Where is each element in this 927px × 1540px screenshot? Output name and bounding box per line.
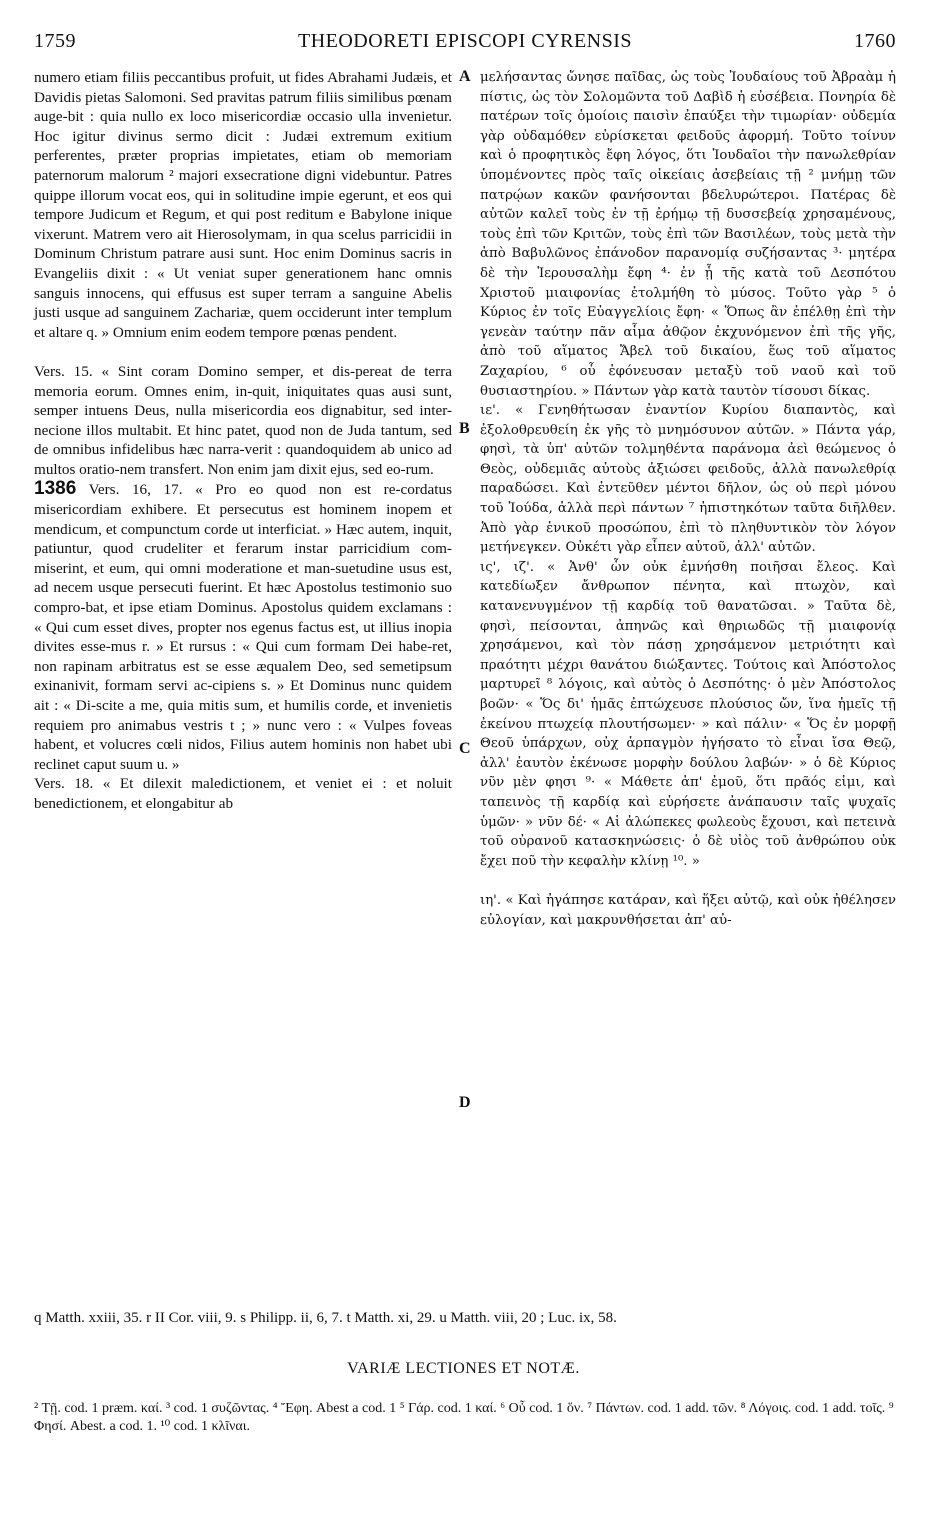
scripture-footnotes: q Matth. xxiii, 35. r II Cor. viii, 9. s Philipp. ii, 6, 7. t Matth. xi, 29. u Matth. viii, 20 ; Luc. ix, 58. <box>34 1310 617 1326</box>
margin-letter-a: A <box>459 68 471 85</box>
latin-paragraph: Vers. 15. « Sint coram Domino semper, et dis-pereat de terra memoria eorum. Omnes enim, in-quit, iniquitates quas ausi sunt, semper intuens Deus, nulla misericordia eos dignabitur, sed inter-necione illos multabit. Et hinc patet, quod non de Juda tantum, sed de omnibus infidelibus hæc narra-verit : quandoquidem ab unico ad multos oratio-nem transfert. Non enim jam dixit ejus, sed eo-rum. <box>34 362 452 478</box>
latin-column <box>34 68 452 814</box>
greek-paragraph: ιε'. « Γενηθήτωσαν ἐναντίον Κυρίου διαπαντὸς, καὶ ἐξολοθρευθείη ἐκ γῆς τὸ μνημόσυνον αὐτῶν. » Πάντα γάρ, φησὶ, τὰ ὑπ' αὐτῶν τολμηθέντα παράνομα ἀεὶ θεώμενος ὁ Θεὸς, οὐδεμιᾶς αὐτοὺς ἀξιώσει φειδοῦς, ἀλλὰ πανωλεθρίᾳ παραδώσει. Καὶ ἐντεῦθεν μέντοι δῆλον, ὡς οὐ περὶ μόνου τοῦ Ἰούδα, ἀλλὰ περὶ πάντων ⁷ ἠπιστηκότων ταῦτα διῆλθεν. Ἀπὸ γὰρ ἑνικοῦ προσώπου, ἐπὶ τὸ πληθυντικὸν τὸν λόγον μετήνεγκεν. Οὐκέτι γὰρ εἶπεν αὐτοῦ, ἀλλ' αὐτῶν. <box>480 403 896 556</box>
greek-paragraph: ις', ιζ'. « Ἀνθ' ὧν οὐκ ἐμνήσθη ποιῆσαι ἔλεος. Καὶ κατεδίωξεν ἄνθρωπον πένητα, καὶ πτωχὸν, καὶ κατανενυγμένον τῇ καρδίᾳ τοῦ θανατῶσαι. » Ταῦτα δὲ, φησὶ, πείσονται, ἀπηνῶς καὶ θηριωδῶς τῇ μιαιφονίᾳ χρησάμενοι, καὶ τὸν πάσῃ χρησάμενον μετριότητι καὶ πραότητι μέχρι θανάτου διώξαντες. Τούτοις καὶ Ἀπόστολος μαρτυρεῖ ⁸ λόγοις, καὶ αὐτὸς ὁ Δεσπότης· ὁ μὲν Ἀπόστολος βοῶν· « Ὅς δι' ἡμᾶς ἐπτώχευσε πλούσιος ὤν, ἵνα ἡμεῖς τῇ ἐκείνου πτωχείᾳ πλουτήσωμεν· » καὶ πάλιν· « Ὅς ἐν μορφῇ Θεοῦ ὑπάρχων, οὐχ ἁρπαγμὸν ἡγήσατο τὸ εἶναι ἴσα Θεῷ, ἀλλ' ἑαυτὸν ἐκένωσε μορφὴν δούλου λαβών· » ὁ δὲ Κύριος νῦν μὲν φησι ⁹· « Μάθετε ἀπ' ἐμοῦ, ὅτι πρᾶός εἰμι, καὶ ταπεινὸς τῇ καρδίᾳ καὶ εὑρήσετε ἀνάπαυσιν ταῖς ψυχαῖς ὑμῶν· » νῦν δέ· « Αἱ ἀλώπεκες φωλεοὺς ἔχουσι, καὶ πετεινὰ τοῦ οὐρανοῦ κατασκηνώσεις· ὁ δὲ υἱὸς τοῦ ἀνθρώπου οὐκ ἔχει ποῦ τὴν κεφαλὴν κλίνῃ ¹⁰. » <box>480 559 896 869</box>
greek-paragraph: μελήσαντας ὤνησε παῖδας, ὡς τοὺς Ἰουδαίους τοῦ Ἀβραὰμ ἡ πίστις, ὡς τὸν Σολομῶντα τοῦ Δαβὶδ ἡ εὐσέβεια. Πονηρία δὲ πατέρων τοῖς ὁμοίοις παισὶν ἐπαύξει τὴν τιμωρίαν· οὐδεμία γὰρ οὐδαμόθεν εὑρίσκεται φειδοῦς ἀφορμή. Τοῦτο τοίνυν καὶ ὁ προφητικὸς ἔφη λόγος, ὅτι Ἰουδαῖοι τὴν πανωλεθρίαν ὑπομένοντες πρὸς ταῖς οἰκείαις ἀσεβείαις τῇ ² μνήμῃ τῶν πατρῴων κακῶν φανήσονται βδελυρώτεροι. Πατέρας δὲ αὐτῶν καλεῖ τοὺς ἐν τῇ ἐρήμῳ τῇ δυσσεβείᾳ χρησαμένους, τοὺς ἐπὶ τῶν Κριτῶν, τοὺς ἐπὶ τῶν Βασιλέων, τοὺς μετὰ τὴν ἀπὸ Βαβυλῶνος ἐπάνοδον παρανομίᾳ συζήσαντας ³· μητέρα δὲ τὴν Ἱερουσαλὴμ ἔφη ⁴· ἐν ᾗ τῆς κατὰ τοῦ Δεσπότου Χριστοῦ μιαιφονίας ἐτολμήθη τὸ μύσος. Τοῦτο γὰρ ⁵ ὁ Κύριος ἐν τοῖς Εὐαγγελίοις ἔφη· « Ὅπως ἂν ἐπέλθῃ ἐπὶ τὴν γενεὰν ταύτην πᾶν αἷμα ἀθῷον ἐκχυνόμενον ἐπὶ τῆς γῆς, ἀπὸ τοῦ αἵματος Ἄβελ τοῦ δικαίου, ἕως τοῦ αἵματος Ζαχαρίου, ⁶ οὗ ἐφόνευσαν μεταξὺ τοῦ ναοῦ καὶ τοῦ θυσιαστηρίου. » Πάντων γὰρ κατὰ ταυτὸν τίσουσι δίκας. <box>480 70 896 399</box>
page-number-left: 1759 <box>34 30 76 52</box>
margin-letter-b: B <box>459 420 470 437</box>
latin-paragraph: Vers. 18. « Et dilexit maledictionem, et veniet ei : et noluit benedictionem, et elongabitur ab <box>34 775 452 812</box>
page-number-right: 1760 <box>854 30 896 52</box>
latin-paragraph-text: Vers. 16, 17. « Pro eo quod non est re-cordatus misericordiam exhibere. Et persecutus est hominem inopem et mendicum, et compunctum corde ut interficiat. » Hæc autem, inquit, patiuntur, quod crudeliter et ferarum instar parricidium com-miserint, et eum, qui omni moderatione et man-suetudine usus est, ad necem usque persecuti fuerint. Et hæc Apostolus testimonio suo compro-bat, et ipse etiam Dominus. Apostolus quidem exclamans : « Qui cum esset dives, propter nos egenus factus est, ut illius inopia divites esse-mus r. » Et rursus : « Qui cum formam Dei habe-ret, non rapinam arbitratus est se esse æqualem Deo, sed semetipsum exinanivit, formam servi ac-cipiens s. » Et Dominus nunc quidem ait : « Di-scite a me, quia mitis sum, et humilis corde, et invenietis requiem pro animabus vestris t ; » nunc vero : « Vulpes foveas habent, et volucres cœli nidos, Filius autem hominis non habet ubi reclinet caput suum u. » <box>34 481 452 773</box>
variae-lectiones-notes: ² Τῇ. cod. 1 præm. καί. ³ cod. 1 συζῶντας. ⁴ Ἔφη. Abest a cod. 1 ⁵ Γάρ. cod. 1 καί. ⁶ Οὗ cod. 1 ὅν. ⁷ Πάντων. cod. 1 add. τῶν. ⁸ Λόγοις. cod. 1 add. τοῖς. ⁹ Φησί. Abest. a cod. 1. ¹⁰ cod. 1 κλῖναι. <box>34 1401 894 1434</box>
page-header <box>34 30 896 60</box>
variae-lectiones-title: VARIÆ LECTIONES ET NOTÆ. <box>347 1360 580 1377</box>
latin-paragraph <box>34 479 452 774</box>
latin-paragraph: numero etiam filiis peccantibus profuit, ut fides Abrahami Judæis, et Davidis pietas Salomoni. Sed pravitas patrum filiis similibus pœnam auge-bit : quia nullo ex loco misericordiæ occasio ulla invenietur. Hoc igitur divinus sermo dicit : Judæi extremum exitium perferentes, præter proprias impietates, etiam ob memoriam paternorum malorum ² majori exsecratione digni videbuntur. Patres quippe illorum vocat eos, qui in solitudine impie egerunt, et eos qui tempore Judicum et Regum, et qui post reditum e Babylone inique vixerunt. Matrem vero ait Hierosolymam, in qua scelus parricidii in Dominum Christum patrare ausi sunt. Hoc enim Dominus sacris in Evangeliis dixit : « Ut veniat super generationem hanc omnis sanguis innocens, qui effusus est super terram a sanguine Abelis justi usque ad sanguinem Zachariæ, quem occiderunt inter templum et altare q. » Omnium enim eodem tempore pœnas pendent. <box>34 69 452 341</box>
margin-letter-c: C <box>459 740 471 757</box>
greek-paragraph: ιη'. « Καὶ ἠγάπησε κατάραν, καὶ ἥξει αὐτῷ, καὶ οὐκ ἠθέλησεν εὐλογίαν, καὶ μακρυνθήσεται ἀπ' αὐ- <box>480 892 896 928</box>
greek-column <box>480 68 896 930</box>
running-title: THEODORETI EPISCOPI CYRENSIS <box>297 30 633 52</box>
margin-letter-d: D <box>459 1094 471 1111</box>
column-number: 1386 <box>34 478 77 500</box>
